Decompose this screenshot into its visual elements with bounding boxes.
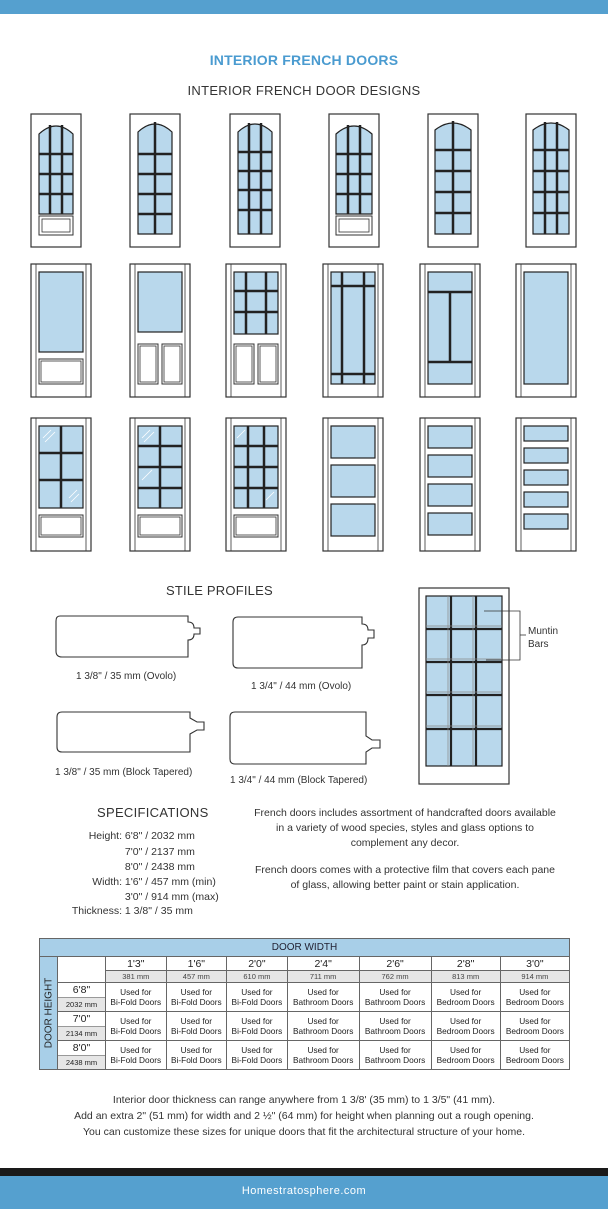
description-paragraph-2: French doors comes with a protective film that covers each pane of glass, allowing better paint or stain application. — [255, 864, 555, 891]
spec-label: Height: — [88, 830, 122, 842]
table-cell — [359, 983, 431, 1012]
table-cell — [500, 983, 569, 1012]
used-for-text: Used for — [449, 1016, 482, 1026]
table-cell — [431, 1041, 500, 1070]
door-height-label: DOOR HEIGHT — [43, 977, 54, 1049]
door-type: Bedroom Doors — [436, 1026, 495, 1036]
table-cell — [106, 983, 167, 1012]
door-design-7 — [31, 264, 91, 397]
spec-row — [0, 904, 193, 919]
width-mm: 914 mm — [500, 971, 569, 983]
door-type: Bi-Fold Doors — [170, 997, 222, 1007]
table-row — [40, 1012, 570, 1041]
description-paragraph-1: French doors includes assortment of handcrafted doors available in a variety of wood species, styles and glass options to complement any decor. — [254, 807, 556, 849]
muntin-door — [419, 588, 526, 784]
door-design-3 — [230, 114, 280, 247]
table-cell — [500, 1012, 569, 1041]
door-design-17 — [420, 418, 480, 551]
used-for-text: Used for — [307, 1016, 339, 1026]
height-mm: 2032 mm — [58, 997, 105, 1011]
door-type: Bi-Fold Doors — [170, 1026, 222, 1036]
used-for-text: Used for — [120, 1045, 152, 1055]
table-cell — [287, 1012, 359, 1041]
door-design-10 — [323, 264, 383, 397]
used-for-text: Used for — [241, 1045, 273, 1055]
door-type: Bathroom Doors — [364, 1055, 426, 1065]
door-type: Bedroom Doors — [436, 997, 495, 1007]
door-design-8 — [130, 264, 190, 397]
door-design-6 — [526, 114, 576, 247]
height-header — [58, 1012, 106, 1041]
height-ft: 8'0" — [72, 1041, 91, 1054]
door-type: Bedroom Doors — [505, 997, 564, 1007]
table-cell — [227, 1012, 288, 1041]
door-design-9 — [226, 264, 286, 397]
spec-value: 8'0" / 2438 mm — [124, 861, 195, 873]
height-header — [58, 983, 106, 1012]
spec-value: 1'6" / 457 mm (min) — [124, 876, 216, 888]
stile-caption-3: 1 3/8" / 35 mm (Block Tapered) — [55, 767, 193, 778]
door-width-header: DOOR WIDTH — [40, 939, 570, 957]
door-type: Bi-Fold Doors — [231, 1026, 283, 1036]
table-row — [40, 983, 570, 1012]
table-cell — [500, 1041, 569, 1070]
used-for-text: Used for — [180, 987, 213, 997]
door-type: Bi-Fold Doors — [170, 1055, 222, 1065]
width-ft: 3'0" — [500, 957, 569, 971]
specifications-title: SPECIFICATIONS — [97, 805, 209, 820]
table-corner — [58, 957, 106, 983]
height-mm: 2438 mm — [58, 1055, 105, 1069]
used-for-text: Used for — [307, 1045, 339, 1055]
door-type: Bathroom Doors — [364, 997, 426, 1007]
width-mm: 457 mm — [166, 971, 227, 983]
door-type: Bathroom Doors — [364, 1026, 426, 1036]
door-row-2 — [31, 264, 576, 397]
table-cell — [431, 1012, 500, 1041]
height-ft: 6'8" — [72, 983, 91, 996]
used-for-text: Used for — [241, 987, 273, 997]
door-design-12 — [516, 264, 576, 397]
width-ft: 2'6" — [359, 957, 431, 971]
table-cell — [227, 1041, 288, 1070]
used-for-text: Used for — [519, 1045, 551, 1055]
used-for-text: Used for — [120, 987, 152, 997]
table-cell — [106, 1041, 167, 1070]
footer-site-link[interactable]: Homestratosphere.com — [241, 1185, 367, 1197]
door-design-2 — [130, 114, 180, 247]
used-for-text: Used for — [379, 1016, 411, 1026]
spec-row — [0, 845, 195, 860]
used-for-text: Used for — [180, 1016, 213, 1026]
used-for-text: Used for — [519, 1016, 551, 1026]
stile-profile-3 — [57, 712, 204, 752]
width-ft: 2'4" — [287, 957, 359, 971]
door-type: Bi-Fold Doors — [231, 1055, 283, 1065]
spec-row — [0, 860, 195, 875]
door-type: Bathroom Doors — [292, 997, 354, 1007]
door-design-13 — [31, 418, 91, 551]
stile-caption-1: 1 3/8" / 35 mm (Ovolo) — [76, 671, 177, 682]
width-mm: 762 mm — [359, 971, 431, 983]
door-design-4 — [329, 114, 379, 247]
door-design-16 — [323, 418, 383, 551]
table-cell — [227, 983, 288, 1012]
top-accent-bar — [0, 0, 608, 14]
stile-profile-4 — [230, 712, 380, 764]
used-for-text: Used for — [307, 987, 339, 997]
door-size-table — [39, 938, 570, 1070]
stile-profile-2 — [233, 617, 374, 668]
stile-profile-1 — [56, 616, 200, 657]
width-ft: 1'6" — [166, 957, 227, 971]
spec-row — [0, 829, 195, 844]
door-type: Bi-Fold Doors — [231, 997, 283, 1007]
spec-value: 1 3/8" / 35 mm — [124, 905, 193, 917]
used-for-text: Used for — [519, 987, 551, 997]
door-type: Bedroom Doors — [505, 1055, 564, 1065]
used-for-text: Used for — [180, 1045, 213, 1055]
muntin-bars-label — [528, 625, 558, 651]
spec-label: Width: — [92, 876, 122, 888]
used-for-text: Used for — [120, 1016, 152, 1026]
door-type: Bi-Fold Doors — [110, 997, 162, 1007]
stile-caption-2: 1 3/4" / 44 mm (Ovolo) — [251, 681, 352, 692]
used-for-text: Used for — [449, 1045, 482, 1055]
used-for-text: Used for — [241, 1016, 273, 1026]
table-cell — [166, 1041, 227, 1070]
width-ft: 1'3" — [106, 957, 167, 971]
footer-bar — [0, 1176, 608, 1209]
door-designs-illustration — [0, 100, 608, 560]
table-row — [40, 1041, 570, 1070]
door-design-11 — [420, 264, 480, 397]
muntin-label-line2: Bars — [528, 639, 549, 650]
used-for-text: Used for — [449, 987, 482, 997]
door-design-5 — [428, 114, 478, 247]
height-header — [58, 1041, 106, 1070]
page-title: INTERIOR FRENCH DOORS — [209, 52, 399, 68]
door-row-3 — [31, 418, 576, 551]
spec-value: 6'8" / 2032 mm — [124, 830, 195, 842]
door-row-1 — [31, 114, 576, 247]
door-type: Bathroom Doors — [292, 1026, 354, 1036]
door-design-15 — [226, 418, 286, 551]
spec-label: Thickness: — [71, 905, 122, 917]
table-cell — [431, 983, 500, 1012]
spec-row — [0, 890, 219, 905]
spec-value: 3'0" / 914 mm (max) — [124, 891, 219, 903]
designs-subtitle: INTERIOR FRENCH DOOR DESIGNS — [187, 83, 421, 98]
door-design-14 — [130, 418, 190, 551]
width-ft: 2'8" — [431, 957, 500, 971]
width-mm: 610 mm — [227, 971, 288, 983]
door-type: Bi-Fold Doors — [110, 1055, 162, 1065]
door-design-18 — [516, 418, 576, 551]
table-cell — [106, 1012, 167, 1041]
stile-caption-4: 1 3/4" / 44 mm (Block Tapered) — [230, 775, 368, 786]
table-cell — [287, 983, 359, 1012]
spec-row — [0, 875, 216, 890]
height-mm: 2134 mm — [58, 1026, 105, 1040]
width-mm: 381 mm — [106, 971, 167, 983]
door-design-1 — [31, 114, 81, 247]
table-cell — [359, 1012, 431, 1041]
door-type: Bedroom Doors — [436, 1055, 495, 1065]
stile-profiles-title: STILE PROFILES — [166, 583, 273, 598]
width-ft: 2'0" — [227, 957, 288, 971]
height-ft: 7'0" — [72, 1012, 91, 1025]
used-for-text: Used for — [379, 1045, 411, 1055]
footnote-line: Interior door thickness can range anywhere from 1 3/8' (35 mm) to 1 3/5" (41 mm). — [112, 1094, 496, 1106]
footnote-line: Add an extra 2" (51 mm) for width and 2 ½" (64 mm) for height when planning out a rough opening. — [74, 1110, 534, 1122]
muntin-label-line1: Muntin — [528, 626, 559, 637]
door-type: Bedroom Doors — [505, 1026, 564, 1036]
footnote-line: You can customize these sizes for unique doors that fit the architectural structure of your home. — [82, 1126, 525, 1138]
door-type: Bi-Fold Doors — [110, 1026, 162, 1036]
door-type: Bathroom Doors — [292, 1055, 354, 1065]
spec-value: 7'0" / 2137 mm — [124, 846, 195, 858]
used-for-text: Used for — [379, 987, 411, 997]
door-height-header — [40, 957, 58, 1070]
footnotes — [0, 1092, 608, 1140]
table-cell — [359, 1041, 431, 1070]
footer-divider — [0, 1168, 608, 1176]
table-cell — [166, 983, 227, 1012]
width-mm: 711 mm — [287, 971, 359, 983]
width-mm: 813 mm — [431, 971, 500, 983]
table-cell — [287, 1041, 359, 1070]
table-cell — [166, 1012, 227, 1041]
